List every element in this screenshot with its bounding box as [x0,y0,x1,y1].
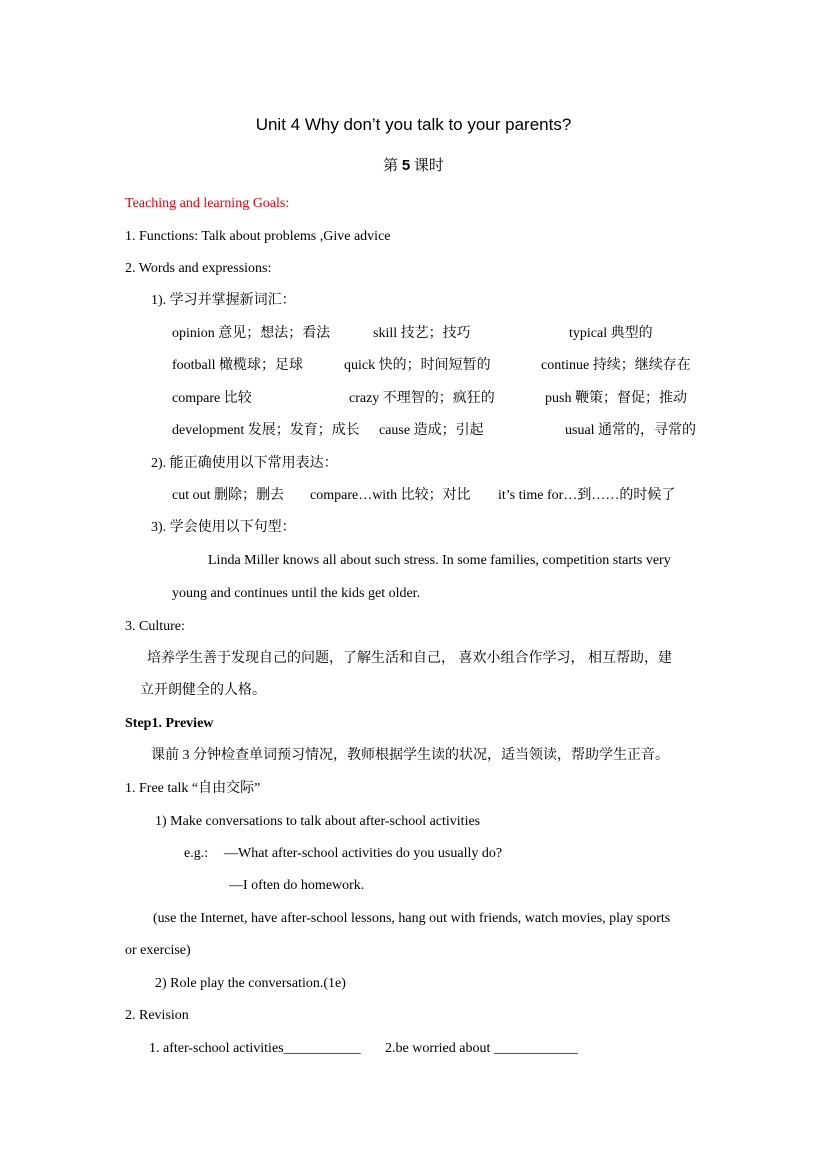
hint-text-2: or exercise) [125,943,191,958]
lesson-number: 5 [401,157,411,174]
culture-text-1: 培养学生善于发现自己的问题，了解生活和自己， 喜欢小组合作学习， 相互帮助，建 [147,651,672,666]
vocab-item: development 发展；发育；成长 [172,423,360,438]
step1-text: 课前 3 分钟检查单词预习情况，教师根据学生读的状况，适当领读，帮助学生正音。 [151,748,669,763]
vocab-item: push 鞭策；督促；推动 [545,391,687,406]
example-question: —What after-school activities do you usually do? [224,846,503,861]
pattern-sentence-1: Linda Miller knows all about such stress. In some families, competition starts very [208,553,671,568]
words-heading: 2. Words and expressions: [125,261,272,276]
vocab-item: football 橄榄球；足球 [172,358,304,373]
revision-heading: 2. Revision [125,1008,189,1023]
step1-heading: Step1. Preview [125,716,214,731]
free-talk: 1. Free talk “自由交际” [125,781,261,796]
vocab-item: continue 持续；继续存在 [541,358,691,373]
vocab-item: typical 典型的 [569,326,653,341]
expression-item: cut out 删除；删去 [172,488,284,503]
vocab-item: opinion 意见；想法；看法 [172,326,331,341]
culture-text-2: 立开朗健全的人格。 [140,683,266,698]
vocab-item: cause 造成；引起 [379,423,484,438]
goals-heading: Teaching and learning Goals: [125,196,290,211]
expression-item: it’s time for…到……的时候了 [498,488,676,503]
example-label: e.g.: [184,846,209,861]
role-play: 2) Role play the conversation.(1e) [155,976,346,991]
culture-heading: 3. Culture: [125,619,185,634]
lesson-suffix: 课时 [413,158,444,174]
example-answer: —I often do homework. [229,878,365,893]
vocab-item: skill 技艺；技巧 [373,326,471,341]
vocab-item: crazy 不理智的；疯狂的 [349,391,495,406]
functions-line: 1. Functions: Talk about problems ,Give advice [125,229,391,244]
document-title: Unit 4 Why don’t you talk to your parents? [255,115,572,134]
lesson-subtitle [0,157,827,175]
expressions-intro: 2). 能正确使用以下常用表达： [151,456,338,471]
revision-item: 1. after-school activities___________ [149,1041,361,1056]
expression-item: compare…with 比较；对比 [310,488,471,503]
vocab-item: compare 比较 [172,391,252,406]
vocab-item: quick 快的；时间短暂的 [344,358,491,373]
vocab-item: usual 通常的，寻常的 [565,423,697,438]
pattern-intro: 3). 学会使用以下句型： [151,520,296,535]
revision-item: 2.be worried about ____________ [385,1041,578,1056]
lesson-prefix: 第 [383,158,399,174]
make-conversations: 1) Make conversations to talk about after-school activities [155,814,481,829]
pattern-sentence-2: young and continues until the kids get older. [172,586,421,601]
vocab-intro: 1). 学习并掌握新词汇： [151,293,296,308]
hint-text-1: (use the Internet, have after-school lessons, hang out with friends, watch movies, play sports [153,911,671,926]
